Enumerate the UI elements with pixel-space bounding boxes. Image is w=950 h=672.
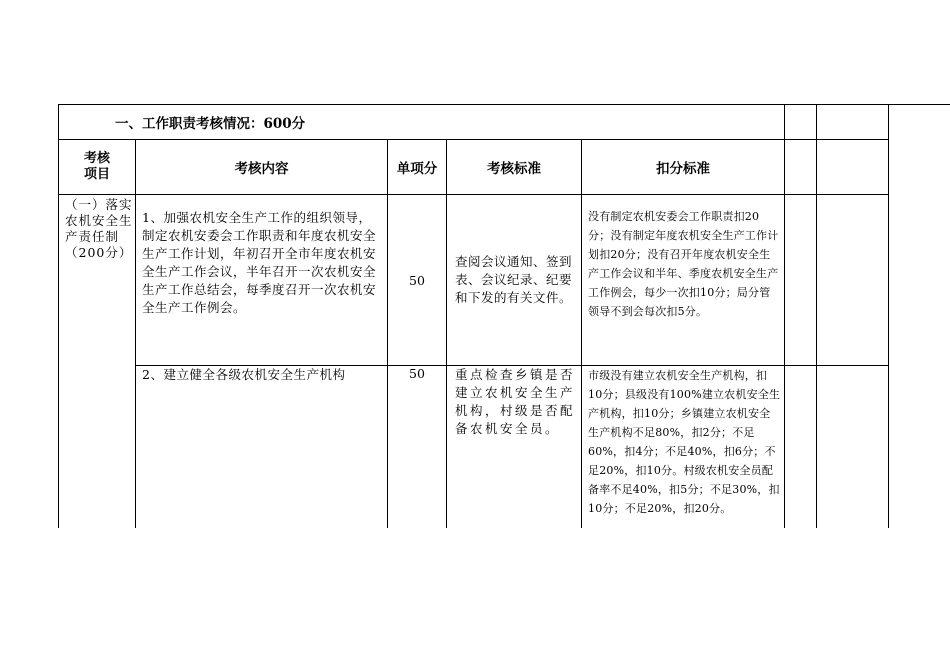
assessment-table <box>58 104 889 543</box>
table-row <box>59 195 889 366</box>
header-content: 考核内容 <box>136 140 388 195</box>
header-item <box>59 140 136 195</box>
top-rule-extension <box>887 104 950 105</box>
row-score: 50 <box>388 195 447 366</box>
header-standard: 考核标准 <box>447 140 582 195</box>
row-deduction: 市级没有建立农机安全生产机构，扣10分；县级没有100%建立农机安全生产机构，扣10分；乡镇建立农机安全生产机构不足80%，扣2分；不足60%，扣4分；不足40%，扣6分；不足20%，扣10分。村级农机安全员配备率不足40%，扣5分；不足30%，扣10分；不足20%，扣20分。 <box>582 366 785 543</box>
row-deduction: 没有制定农机安委会工作职责扣20分；没有制定年度农机安全生产工作计划扣20分；没有召开年度农机安全生产工作会议和半年、季度农机安全生产工作例会，每少一次扣10分；局分管领导不到会每次扣5分。 <box>582 195 785 366</box>
header-score: 单项分 <box>388 140 447 195</box>
header-row <box>59 140 889 195</box>
extra-cell <box>817 105 889 140</box>
extra-cell <box>817 195 889 366</box>
row-standard: 重点检查乡镇是否建立农机安全生产机构，村级是否配备农机安全员。 <box>447 366 582 543</box>
row-content: 1、加强农机安全生产工作的组织领导，制定农机安委会工作职责和年度农机安全生产工作计划，年初召开全市年度农机安全生产工作会议，半年召开一次农机安全生产工作总结会，每季度召开一次农机安全生产工作例会。 <box>136 195 388 366</box>
extra-cell <box>785 105 817 140</box>
group-label: （一）落实农机安全生产责任制（200分） <box>59 195 136 543</box>
extra-cell <box>785 366 817 543</box>
row-content: 2、建立健全各级农机安全生产机构 <box>136 366 388 543</box>
extra-cell <box>817 366 889 543</box>
page-blank-area <box>0 528 950 672</box>
section-title-row <box>59 105 889 140</box>
row-standard: 查阅会议通知、签到表、会议纪录、纪要和下发的有关文件。 <box>447 195 582 366</box>
extra-cell <box>817 140 889 195</box>
extra-cell <box>785 195 817 366</box>
header-deduction: 扣分标准 <box>582 140 785 195</box>
header-item-label: 考核 项目 <box>83 151 110 182</box>
row-score: 50 <box>388 366 447 543</box>
extra-cell <box>785 140 817 195</box>
table-row <box>59 366 889 543</box>
section-title: 一、工作职责考核情况：600分 <box>59 105 785 140</box>
